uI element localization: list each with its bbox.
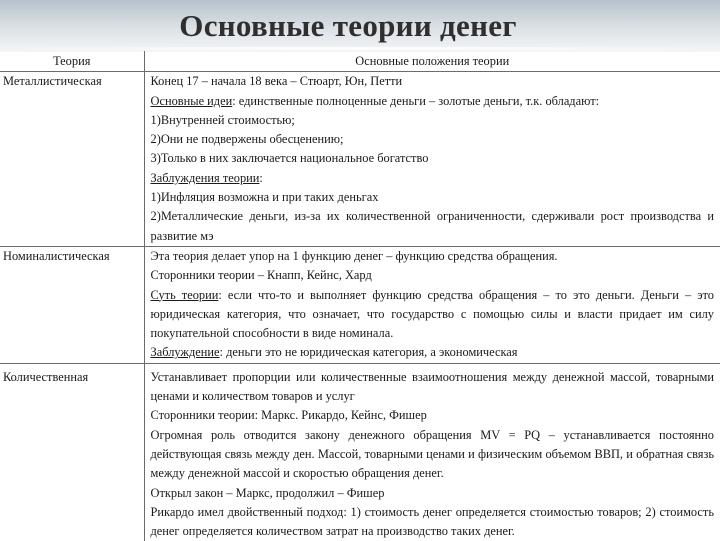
- table-row: [0, 246, 720, 363]
- text-line: Огромная роль отводится закону денежного обращения MV = PQ – устанавливается постоянно действующая связь между ден. Массой, товарными ценами и физическим объемом ВВП, и обратная связь между денежной массой и скоростью обращения денег.: [150, 427, 714, 481]
- underlined-heading: Основные идеи: [150, 93, 233, 108]
- text-line: [151, 169, 715, 188]
- text-line: 2)Металлические деньги, из-за их количественной ограниченности, сдерживали рост производства и развитие мэ: [150, 209, 714, 243]
- text-line: Конец 17 – начала 18 века – Стюарт, Юн, Петти: [150, 74, 403, 89]
- text-fragment: : единственные полноценные деньги – золотые деньги, т.к. обладают:: [232, 93, 600, 108]
- theory-body-metallist: [144, 72, 720, 247]
- text-line: Рикардо имел двойственный подход: 1) стоимость денег определяется стоимостью товаров; 2) стоимость денег определяется количеством затрат на производство таких денег.: [150, 504, 714, 539]
- underlined-heading: Суть теории: [150, 287, 219, 302]
- underlined-heading: Заблуждение: [150, 345, 220, 360]
- text-line: Эта теория делает упор на 1 функцию денег – функцию средства обращения.: [150, 248, 558, 263]
- text-fragment: : если что-то и выполняет функцию средства обращения – то это деньги. Деньги – это юридическая категория, что означает, что государство с помощью силы и власти придает им силу покупательной способности в виде номинала.: [150, 287, 714, 341]
- theory-name-metallist: Металлистическая: [0, 72, 144, 247]
- table-row: [0, 72, 720, 247]
- slide-title: Основные теории денег: [179, 8, 517, 43]
- text-line: Сторонники теории – Кнапп, Кейнс, Хард: [150, 268, 372, 283]
- text-line: [151, 286, 715, 344]
- text-line: Открыл закон – Маркс, продолжил – Фишер: [150, 485, 385, 500]
- title-band-highlight: [0, 47, 720, 50]
- table-header-row: [0, 51, 720, 72]
- text-line: Сторонники теории: Маркс. Рикардо, Кейнс, Фишер: [150, 408, 427, 423]
- header-provisions: Основные положения теории: [144, 51, 720, 72]
- table-row: [0, 363, 720, 541]
- theory-name-quantity: Количественная: [0, 363, 144, 541]
- underlined-heading: Заблуждения теории: [150, 170, 260, 185]
- text-line: 1)Инфляция возможна и при таких деньгах: [150, 190, 379, 205]
- header-theory: Теория: [0, 51, 144, 72]
- theory-body-nominalist: [144, 246, 720, 363]
- theory-body-quantity: [144, 363, 720, 541]
- text-line: 3)Только в них заключается национальное богатство: [150, 151, 429, 166]
- text-line: [151, 343, 715, 362]
- theories-table: [0, 51, 720, 541]
- text-line: [151, 92, 715, 111]
- text-fragment: :: [259, 170, 263, 185]
- text-line: 1)Внутренней стоимостью;: [150, 112, 295, 127]
- text-line: 2)Они не подвержены обесценению;: [150, 132, 344, 147]
- text-fragment: : деньги это не юридическая категория, а экономическая: [219, 345, 518, 360]
- text-line: Устанавливает пропорции или количественные взаимоотношения между денежной массой, товарными ценами и количеством товаров и услуг: [150, 369, 714, 404]
- theory-name-nominalist: Номиналистическая: [0, 246, 144, 363]
